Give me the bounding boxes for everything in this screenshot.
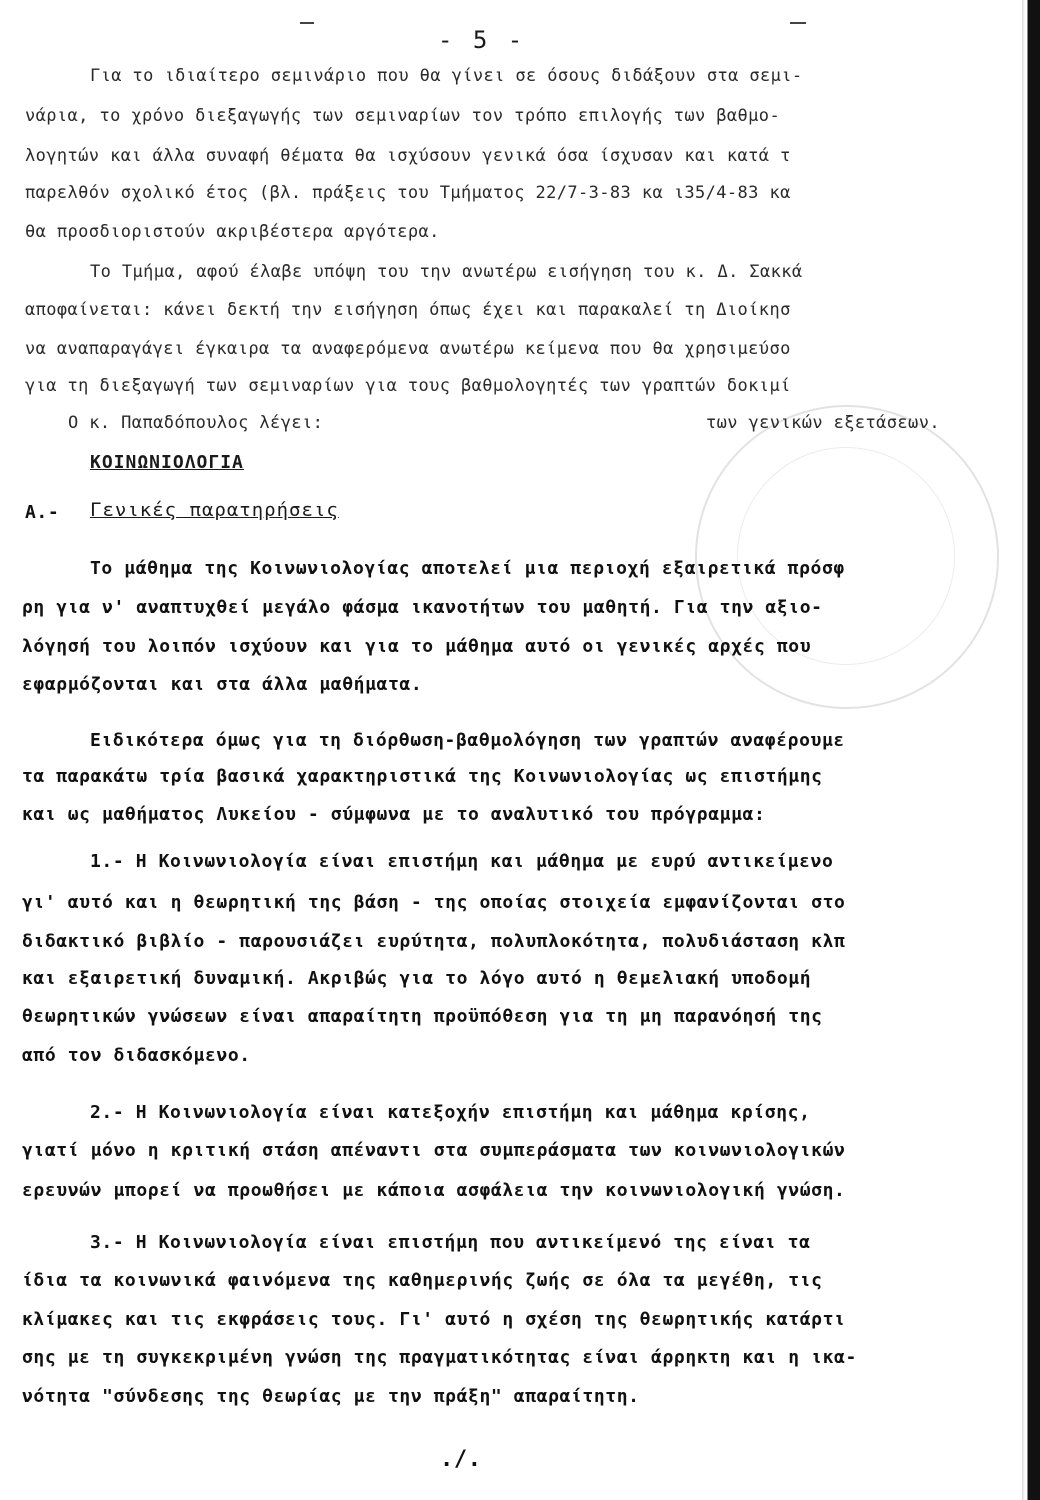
text-line: νότητα "σύνδεσης της θεωρίας με την πράξη" απαραίτητη. — [22, 1386, 640, 1407]
text-line: κλίμακες και τις εκφράσεις τους. Γι' αυτό η σχέση της θεωρητικής κατάρτι — [22, 1309, 846, 1330]
text-line: 3.- Η Κοινωνιολογία είναι επιστήμη που αντικείμενό της είναι τα — [90, 1232, 811, 1253]
text-line: ρη για ν' αναπτυχθεί μεγάλο φάσμα ικανοτήτων του μαθητή. Για την αξιο- — [22, 597, 823, 618]
text-line: εφαρμόζονται και στα άλλα μαθήματα. — [22, 674, 423, 695]
text-line: λογητών και άλλα συναφή θέματα θα ισχύσουν γενικά όσα ίσχυσαν και κατά τ — [25, 146, 791, 166]
faded-stamp — [695, 405, 999, 709]
text-line: γι' αυτό και η θεωρητική της βάση - της οποίας στοιχεία εμφανίζονται στο — [22, 892, 846, 913]
text-line: θα προσδιοριστούν ακριβέστερα αργότερα. — [25, 222, 440, 242]
text-line: και εξαιρετική δυναμική. Ακριβώς για το λόγο αυτό η θεμελιακή υποδομή — [22, 968, 812, 989]
scan-mark — [790, 22, 806, 24]
text-line: διδακτικό βιβλίο - παρουσιάζει ευρύτητα, πολυπλοκότητα, πολυδιάσταση κλπ — [22, 931, 846, 952]
text-line: σης με τη συγκεκριμένη γνώση της πραγματικότητας είναι άρρηκτη και η ικα- — [22, 1347, 857, 1368]
text-line: και ως μαθήματος Λυκείου - σύμφωνα με το αναλυτικό του πρόγραμμα: — [22, 804, 766, 825]
page-number: - 5 - — [438, 26, 526, 54]
text-line: Το μάθημα της Κοινωνιολογίας αποτελεί μια περιοχή εξαιρετικά πρόσφ — [90, 558, 845, 579]
scan-mark — [300, 22, 314, 24]
text-line: 1.- Η Κοινωνιολογία είναι επιστήμη και μάθημα με ευρύ αντικείμενο — [90, 851, 834, 872]
text-line: Ειδικότερα όμως για τη διόρθωση-βαθμολόγηση των γραπτών αναφέρουμε — [90, 730, 845, 751]
text-line: παρελθόν σχολικό έτος (βλ. πράξεις του Τμήματος 22/7-3-83 κα ι35/4-83 κα — [25, 183, 791, 203]
continuation-mark: ./. — [440, 1447, 482, 1472]
text-line: για τη διεξαγωγή των σεμιναρίων για τους βαθμολογητές των γραπτών δοκιμί — [25, 376, 791, 396]
scan-edge — [1022, 0, 1040, 1500]
subsection-label: Α.- — [25, 502, 60, 523]
text-line: Το Τμήμα, αφού έλαβε υπόψη του την ανωτέρω εισήγηση του κ. Δ. Σακκά — [90, 262, 803, 282]
speaker-line: Ο κ. Παπαδόπουλος λέγει: — [68, 413, 324, 433]
text-line: θεωρητικών γνώσεων είναι απαραίτητη προϋπόθεση για τη μη παρανόησή της — [22, 1006, 823, 1027]
subsection-title: Γενικές παρατηρήσεις — [90, 499, 339, 521]
text-line: γιατί μόνο η κριτική στάση απέναντι στα συμπεράσματα των κοινωνιολογικών — [22, 1140, 846, 1161]
text-line: να αναπαραγάγει έγκαιρα τα αναφερόμενα ανωτέρω κείμενα που θα χρησιμεύσο — [25, 339, 791, 359]
text-line: ερευνών μπορεί να προωθήσει με κάποια ασφάλεια την κοινωνιολογική γνώση. — [22, 1180, 846, 1201]
exam-line: των γενικών εξετάσεων. — [706, 413, 940, 433]
text-line: τα παρακάτω τρία βασικά χαρακτηριστικά της Κοινωνιολογίας ως επιστήμης — [22, 766, 823, 787]
text-line: από τον διδασκόμενο. — [22, 1045, 251, 1066]
text-line: νάρια, το χρόνο διεξαγωγής των σεμιναρίων τον τρόπο επιλογής των βαθμο- — [25, 106, 781, 126]
section-title: ΚΟΙΝΩΝΙΟΛΟΓΙΑ — [90, 452, 244, 473]
text-line: ίδια τα κοινωνικά φαινόμενα της καθημερινής ζωής σε όλα τα μεγέθη, τις — [22, 1270, 823, 1291]
text-line: Για το ιδιαίτερο σεμινάριο που θα γίνει σε όσους διδάξουν στα σεμι- — [90, 66, 803, 86]
text-line: αποφαίνεται: κάνει δεκτή την εισήγηση όπως έχει και παρακαλεί τη Διοίκησ — [25, 300, 791, 320]
text-line: λόγησή του λοιπόν ισχύουν και για το μάθημα αυτό οι γενικές αρχές που — [22, 636, 812, 657]
text-line: 2.- Η Κοινωνιολογία είναι κατεξοχήν επιστήμη και μάθημα κρίσης, — [90, 1102, 811, 1123]
